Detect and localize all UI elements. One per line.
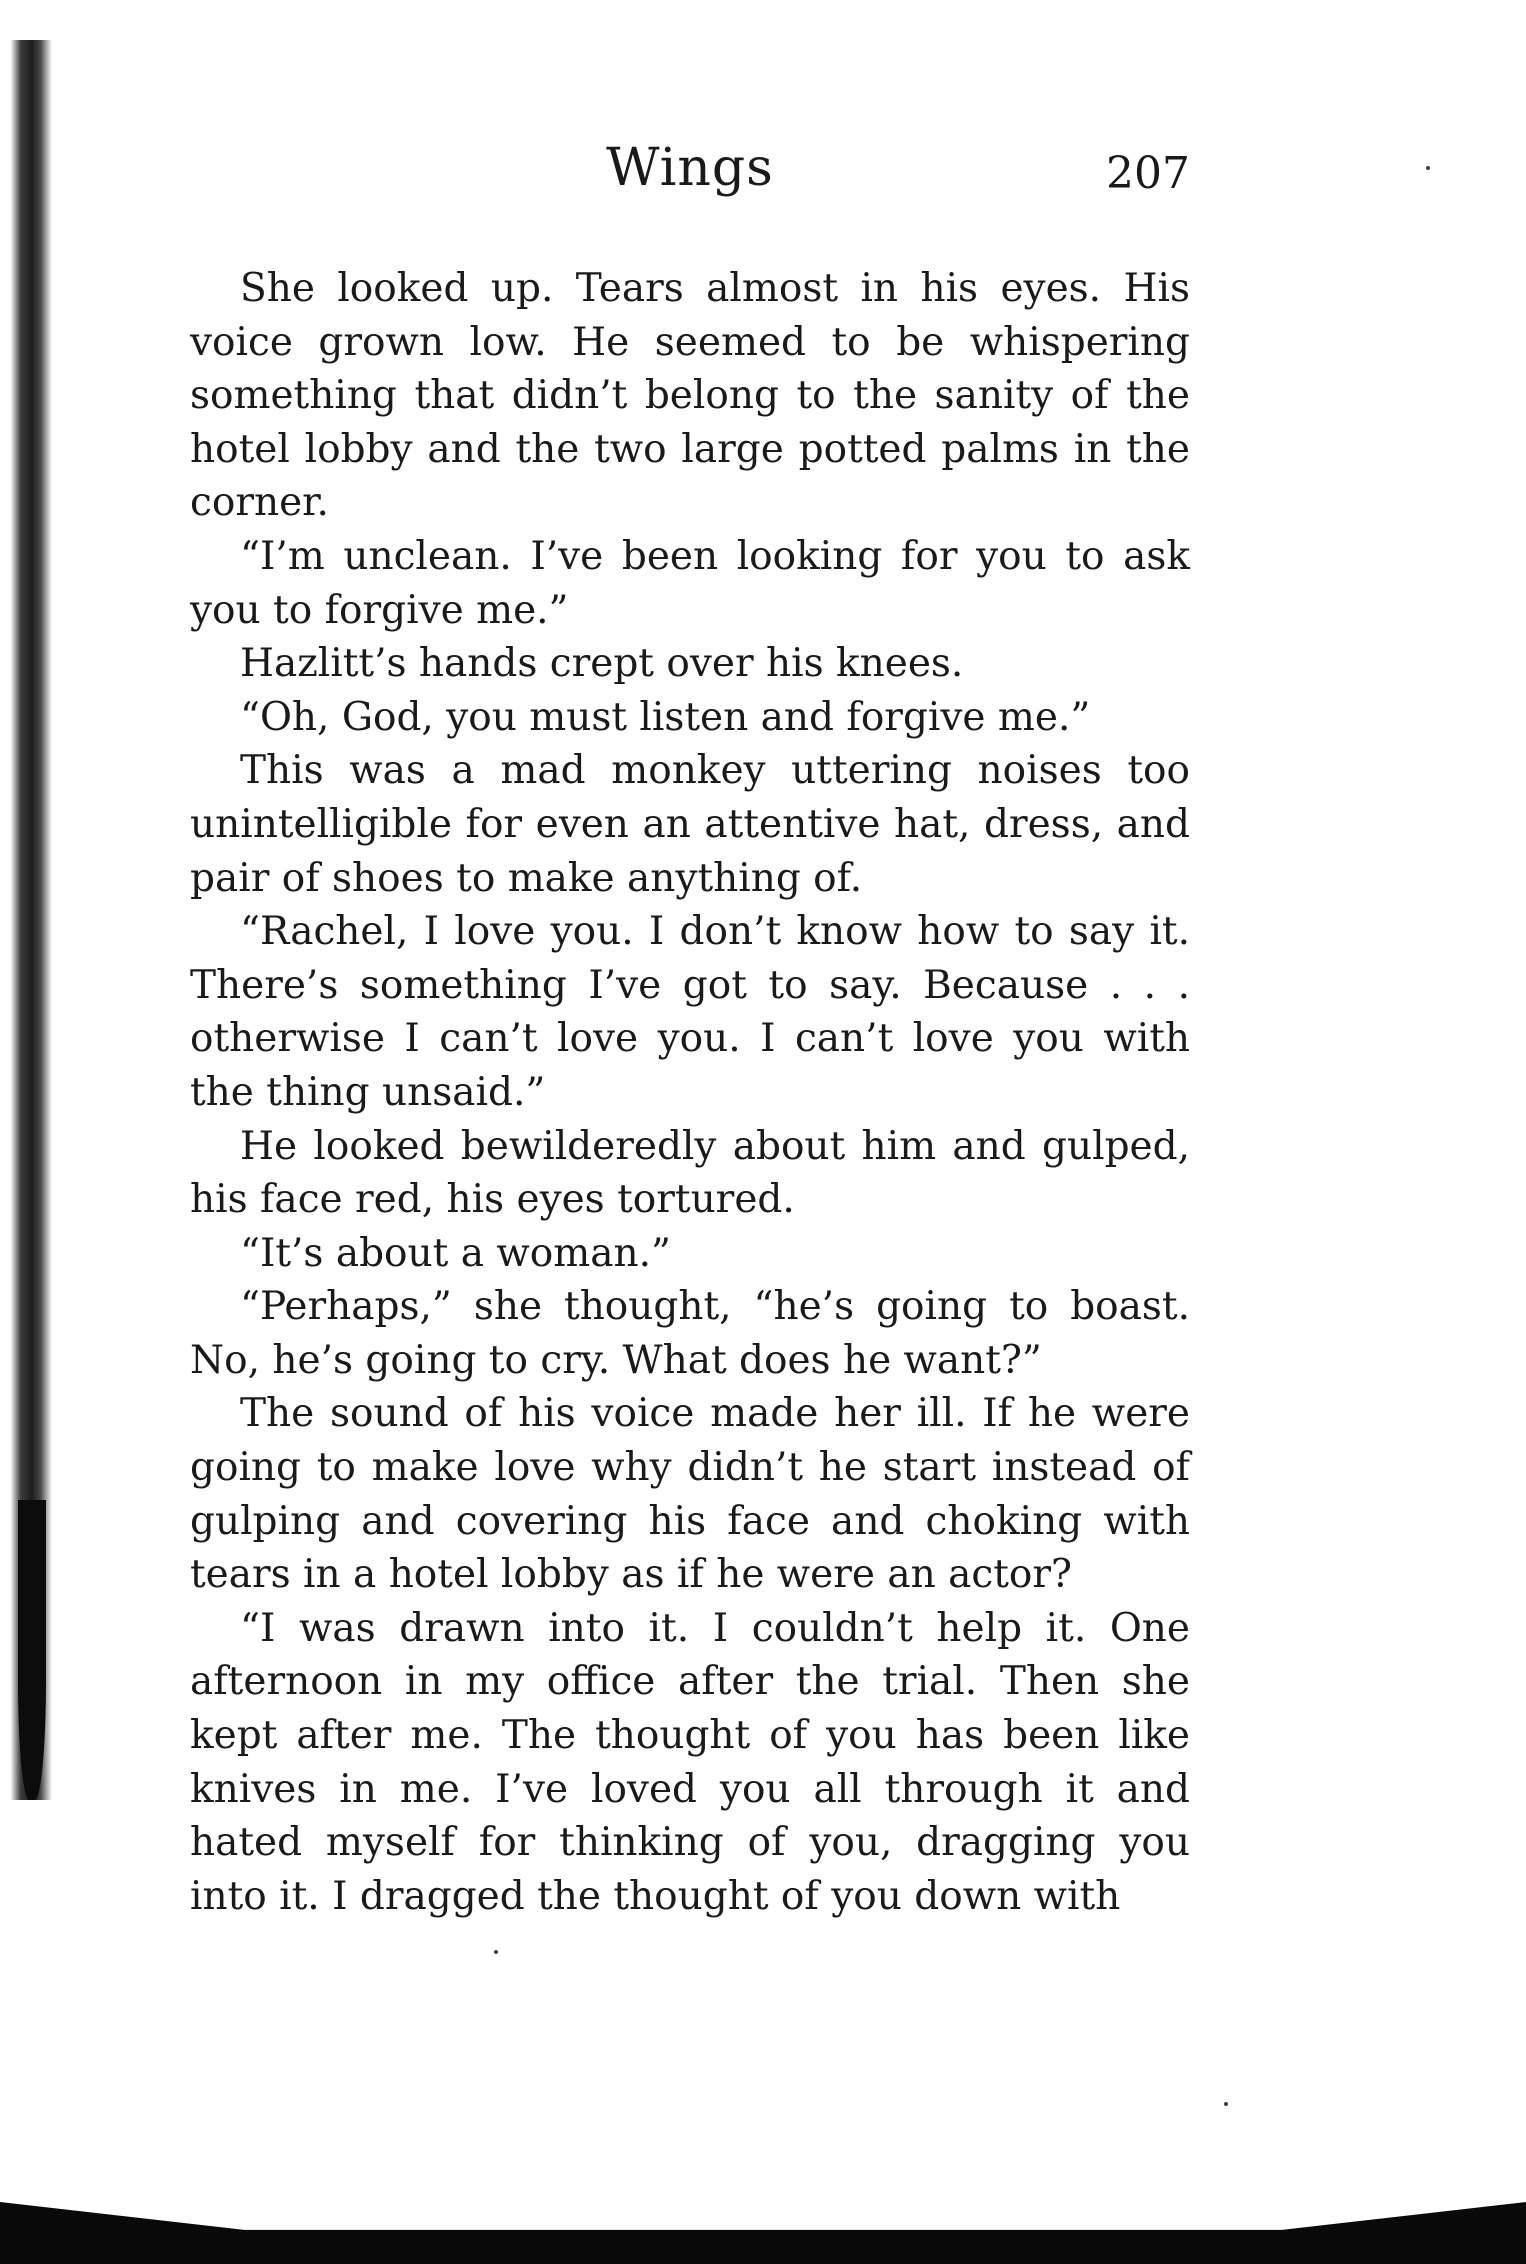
scan-speck	[1224, 2102, 1228, 2106]
paragraph: “Oh, God, you must listen and forgive me.”	[240, 694, 1091, 740]
paragraph: He looked bewilderedly about him and gulped, his face red, his eyes tortured.	[190, 1123, 1190, 1223]
scan-bottom-bar	[0, 2202, 1526, 2264]
paragraph: “Perhaps,” she thought, “he’s going to boast. No, he’s going to cry. What does he want?”	[190, 1284, 1190, 1383]
paragraph: She looked up. Tears almost in his eyes. His voice grown low. He seemed to be whispering something that didn’t belong to the sanity of the hotel lobby and the two large potted palms in the corner.	[190, 266, 1190, 526]
paragraph: This was a mad monkey uttering noises too unintelligible for even an attentive hat, dress, and pair of shoes to make anything of.	[190, 748, 1190, 901]
paragraph: “I’m unclean. I’ve been looking for you to ask you to forgive me.”	[190, 533, 1190, 633]
body-text	[190, 262, 1190, 1923]
scan-speck	[1426, 166, 1430, 170]
running-head	[190, 138, 1190, 198]
paragraph: “Rachel, I love you. I don’t know how to say it. There’s something I’ve got to say. Because . . . otherwise I can’t love you. I can’t love you with the thing unsaid.”	[190, 909, 1190, 1115]
paragraph: “It’s about a woman.”	[240, 1230, 671, 1276]
scan-speck	[494, 1950, 498, 1954]
page-number: 207	[1106, 148, 1190, 199]
binding-shadow-lower	[18, 1500, 46, 1800]
paragraph: The sound of his voice made her ill. If he were going to make love why didn’t he start instead of gulping and covering his face and choking with tears in a hotel lobby as if he were an actor?	[190, 1391, 1190, 1598]
running-title: Wings	[606, 138, 774, 198]
paragraph: Hazlitt’s hands crept over his knees.	[240, 641, 964, 687]
paragraph: “I was drawn into it. I couldn’t help it. One afternoon in my office after the trial. Then she kept after me. The thought of you has been like knives in me. I’ve loved you all through it and hated myself for thinking of you, dragging you into it. I dragged the thought of you down with	[190, 1605, 1190, 1919]
